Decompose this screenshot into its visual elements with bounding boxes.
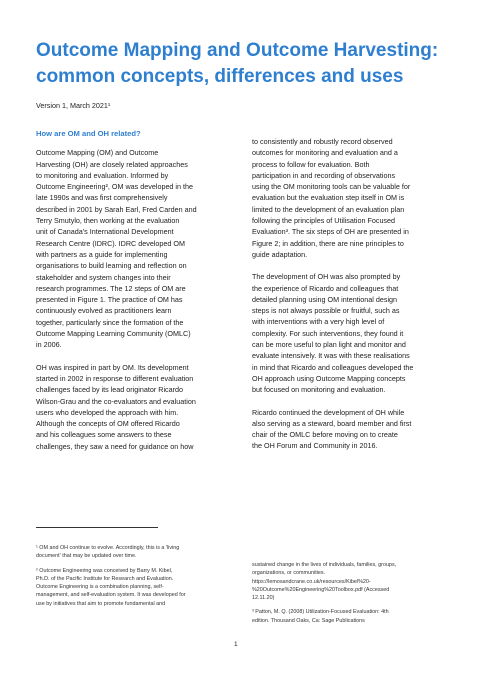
- text-line: Outcome Mapping (OM) and Outcome: [36, 148, 159, 158]
- text-line: using the OM monitoring tools can be valuable for: [252, 182, 411, 192]
- text-line: Ricardo continued the development of OH while: [252, 407, 405, 417]
- footnotes-left: [36, 544, 240, 614]
- text-line: OH was inspired in part by OM. Its development: [36, 362, 189, 372]
- footnotes-right: [252, 561, 456, 631]
- text-line: can be more useful to plan light and monitor and: [252, 340, 406, 350]
- section-heading: How are OM and OH related?: [36, 129, 141, 138]
- footnote: [252, 608, 456, 625]
- footnote: [36, 544, 240, 561]
- footnote: [36, 567, 240, 608]
- text-line: Harvesting (OH) are closely related approaches: [36, 159, 188, 169]
- text-line: with interventions with a very high level of: [252, 317, 385, 327]
- text-line: to consistently and robustly record observed: [252, 137, 393, 146]
- text-line: users who developed the approach with him.: [36, 407, 179, 417]
- text-line: research programmes. The 12 steps of OM are: [36, 283, 186, 293]
- text-line: Outcome Mapping Learning Community (OMLC): [36, 329, 191, 339]
- text-line: presented in Figure 1. The practice of OM has: [36, 295, 183, 305]
- text-line: %20Outcome%20Engineering%20Toolbox.pdf (Accessed: [252, 586, 390, 593]
- text-line: complexity. For such interventions, they found it: [252, 328, 404, 338]
- text-line: chair of the OMLC before moving on to create: [252, 430, 398, 440]
- text-line: document' that may be updated over time.: [36, 553, 137, 560]
- text-line: The development of OH was also prompted by: [252, 272, 401, 282]
- text-line: but focused on monitoring and evaluation.: [252, 385, 386, 395]
- paragraph: [252, 136, 454, 260]
- text-line: steps is not always possible or fruitful, such as: [252, 306, 400, 316]
- text-line: ¹ OM and OH continue to evolve. Accordingly, this is a 'living: [36, 545, 180, 551]
- text-line: OH approach using Outcome Mapping concepts: [252, 373, 406, 383]
- text-line: limited to the development of an evaluation plan: [252, 204, 405, 214]
- text-line: the OH Forum and Community in 2016.: [252, 441, 378, 451]
- text-line: Terry Smutylo, then working at the evaluation: [36, 216, 180, 226]
- left-column: [36, 128, 238, 463]
- text-line: unit of Canada's International Development: [36, 227, 174, 237]
- text-line: sustained change in the lives of individuals, families, groups,: [252, 562, 397, 568]
- paragraph: [252, 407, 454, 452]
- text-line: stakeholder and system changes into their: [36, 272, 171, 282]
- text-line: ³ Patton, M. Q. (2008) Utilization-Focused Evaluation: 4th: [252, 609, 389, 616]
- text-line: challenges, they saw a need for guidance on how: [36, 441, 194, 451]
- paragraph: [36, 362, 238, 452]
- text-line: guide adaptation.: [252, 249, 308, 259]
- text-line: Although the concepts of OM offered Ricardo: [36, 419, 180, 429]
- text-line: Ph.D. of the Pacific Institute for Research and Evaluation.: [36, 575, 174, 582]
- document-title: [36, 38, 456, 90]
- text-line: the experience of Ricardo and colleagues that: [252, 283, 399, 293]
- version-label: Version 1, March 2021¹: [36, 101, 111, 110]
- text-line: ² Outcome Engineering was conceived by Barry M. Kibel,: [36, 567, 173, 574]
- text-line: edition. Thousand Oaks, Ca: Sage Publications: [252, 617, 365, 624]
- text-line: evaluation but the evaluation step itself in OM is: [252, 193, 405, 203]
- text-line: participation in and recording of observations: [252, 170, 396, 180]
- text-line: together, particularly since the formation of the: [36, 317, 184, 327]
- text-line: 12.11.20): [252, 595, 275, 602]
- text-line: with partners as a guide for implementing: [36, 249, 168, 259]
- text-line: and his colleagues some answers to these: [36, 430, 172, 440]
- text-line: in mind that Ricardo and colleagues developed the: [252, 362, 414, 372]
- text-line: outcomes for monitoring and evaluation and a: [252, 148, 398, 158]
- text-line: in 2006.: [36, 340, 62, 350]
- text-line: Research Centre (IDRC). IDRC developed OM: [36, 238, 185, 248]
- text-line: management, and self-evaluation system. It was developed for: [36, 592, 186, 599]
- paragraph: [36, 147, 238, 350]
- text-line: detailed planning using OM intentional design: [252, 294, 398, 304]
- page-number: 1: [234, 641, 238, 648]
- text-line: Wilson-Grau and the co-evaluators and evaluation: [36, 396, 196, 406]
- title-line: Outcome Mapping and Outcome Harvesting:: [36, 40, 439, 61]
- text-line: to monitoring and evaluation. Informed by: [36, 170, 169, 180]
- footnote: [252, 561, 456, 602]
- text-line: organizations, or communities.: [252, 570, 326, 577]
- right-column: [252, 136, 454, 463]
- text-line: evaluate intensively. It was with these realisations: [252, 351, 410, 361]
- text-line: Outcome Engineering², OM was developed in the: [36, 182, 194, 192]
- text-line: late 1990s and was first comprehensively: [36, 193, 168, 203]
- title-line: common concepts, differences and uses: [36, 66, 404, 87]
- text-line: https://lemosandcrane.co.uk/resources/Kibel%20-: [252, 578, 371, 585]
- text-line: challenges faced by its lead originator Ricardo: [36, 385, 184, 395]
- text-line: process to follow for evaluation. Both: [252, 159, 370, 169]
- text-line: use by initiatives that aim to promote fundamental and: [36, 600, 166, 607]
- text-line: continuously evolved as practitioners learn: [36, 306, 172, 316]
- text-line: following the principles of Utilisation Focused: [252, 216, 396, 226]
- text-line: organisations to build learning and reflection on: [36, 261, 187, 271]
- paragraph: [252, 271, 454, 395]
- text-line: started in 2002 in response to different evaluation: [36, 373, 194, 383]
- footnote-separator: [36, 527, 158, 528]
- text-line: Figure 2; in addition, there are nine principles to: [252, 238, 404, 248]
- text-line: described in 2001 by Sarah Earl, Fred Carden and: [36, 204, 197, 214]
- text-line: Evaluation³. The six steps of OH are presented in: [252, 227, 409, 237]
- text-line: also serving as a steward, board member and first: [252, 418, 412, 428]
- text-line: Outcome Engineering is a combination planning, self-: [36, 584, 164, 591]
